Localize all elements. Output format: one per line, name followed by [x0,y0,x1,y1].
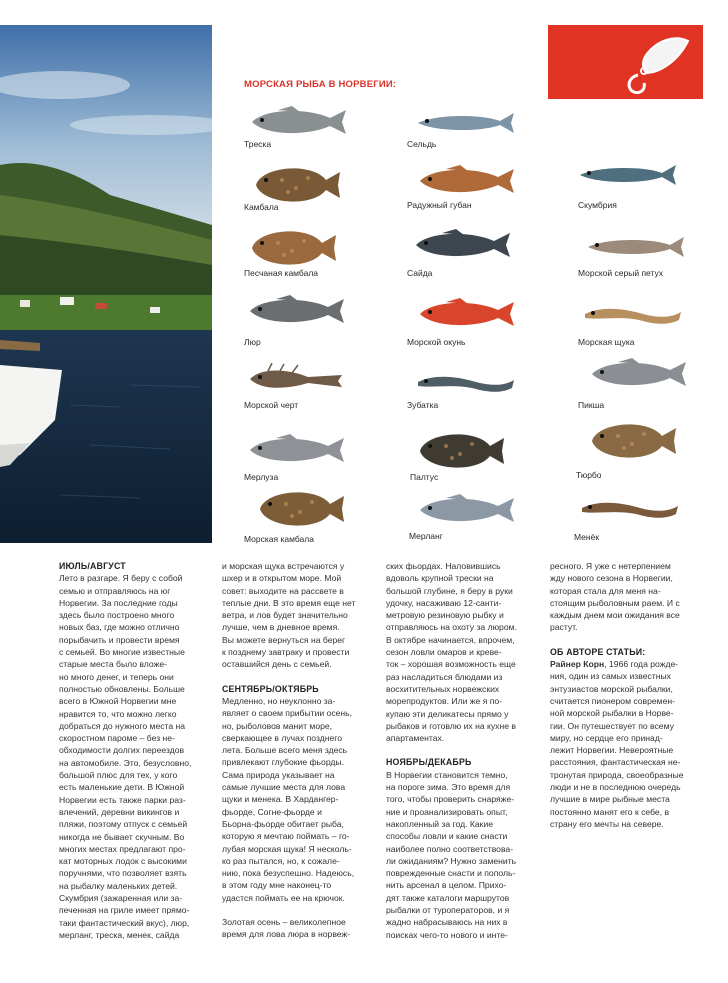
text-line: отправляюсь на охоту за люром. [386,622,517,633]
fish-illustration [248,106,348,138]
text-line: лета. Больше всего меня здесь [222,745,348,756]
text-line: ток – хорошая возможность еще [386,659,516,670]
text-line: гии. Он путешествует по всему [550,720,674,731]
text-line: рыбалки от туроператоров, и я [386,905,510,916]
fish-label: Пикша [578,400,605,410]
text-line: Норвегии есть также парки раз- [59,794,186,805]
fish-illustration [416,428,506,474]
text-line: нию, пока безуспешно. Надеюсь, [222,868,355,879]
fish-illustration [583,300,683,330]
text-line: тронутая природа, своеобразные [550,769,684,780]
text-line: на рыбалку маленьких детей. [59,880,178,891]
text-line: поручнями, что позволяет взять [59,868,187,879]
text-line: лучше, чем в дневное время. [222,622,340,633]
heading-november-december: НОЯБРЬ/ДЕКАБРЬ [386,757,472,768]
column-3 [386,560,538,941]
text-line: есть маленькие дети. В Южной [59,782,185,793]
text-line: Золотая осень – великолепное [222,917,346,928]
text-line: В Норвегии становится темно, [386,769,508,780]
paragraph [386,560,538,744]
text-line: лубая морская щука! Я несколь- [222,843,352,854]
text-line: новых баз, где можно отлично [59,622,180,633]
text-line: раз насладиться блюдами из [386,671,503,682]
author-line [550,658,702,670]
fish-illustration [256,486,346,532]
text-line: мерланг, треска, менек, сайда [59,929,180,940]
text-line: являет о своем прибытии осень, [222,708,353,719]
text-line: вдоволь крупной трески на [386,573,494,584]
text-line: сезон ловли омаров и креве- [386,647,502,658]
text-line: щуки и менека. В Хардангер- [222,794,339,805]
text-line: нить арсенал в целом. Прихо- [386,880,507,891]
text-line: самые лучшие места для лова [222,782,346,793]
text-line: но, рыболовов манит море, [222,720,333,731]
text-line: совет: выходите на рассвете в [222,585,344,596]
text-line: рыбаков и готовлю их на кухне в [386,720,516,731]
paragraph [222,695,374,904]
text-line: дят также каталоги маршрутов [386,892,510,903]
text-line: растут. [550,622,578,633]
fish-label: Люр [244,337,261,347]
text-line: но много денег, и теперь они [59,671,174,682]
text-line: к позднему завтраку и провести [222,647,350,658]
column-4 [550,560,702,830]
heading-about-author: ОБ АВТОРЕ СТАТЬИ: [550,646,646,657]
fish-illustration [580,494,680,524]
text-line: никогда не бывает скучным. Во [59,831,185,842]
text-line: полностью обновлены. Больше [59,683,185,694]
landscape-photo [0,25,212,543]
text-line: сверкающее в лучах позднего [222,732,342,743]
text-line: накопленный за год. Какие [386,818,494,829]
text-line: страну его мечты на севере. [550,818,664,829]
fish-label: Сельдь [407,139,437,149]
text-line: каждым днем мои ожидания все [550,610,680,621]
text-line: ния, один из самых известных [550,671,671,682]
text-line: большой глубине, я беру в руки [386,585,513,596]
text-line: пляжи, поэтому отпуск с семьей [59,819,188,830]
heading-july-august: ИЮЛЬ/АВГУСТ [59,561,126,571]
fish-label: Треска [244,139,272,149]
text-line: в этом году мне наконец-то [222,880,332,891]
text-line: наиболее полно соответствова- [386,843,514,854]
text-line: которую я мечтаю поймать – го- [222,831,350,842]
text-line: влечений, деревни викингов и [59,806,180,817]
text-line: ветра, и лов будет значительно [222,610,348,621]
fishing-lure-icon [548,25,703,99]
fish-label: Менёк [574,532,600,542]
fish-label: Скумбрия [578,200,617,210]
fish-label: Песчаная камбала [244,268,319,278]
text-line: того, чтобы проверить снаряже- [386,794,515,805]
text-line: на автомобиле. Это, безусловно, [59,757,192,768]
fish-illustration [416,494,516,526]
text-line: Вы можете вернуться на берег [222,634,346,645]
fish-label: Камбала [244,202,279,212]
fish-illustration [416,165,516,197]
fish-label: Мерланг [409,531,443,541]
fish-label: Морской черт [244,400,299,410]
text-line: стоящим рыболовным раем. И с [550,597,680,608]
text-line: восхитительных норвежских [386,683,500,694]
fish-label: Морская камбала [244,534,314,544]
fish-label: Сайда [407,268,433,278]
text-line: поврежденные снасти и пополь- [386,868,516,879]
fish-label: Зубатка [407,400,439,410]
author-name: Райнер Корн [550,659,605,670]
fish-illustration [588,418,678,464]
text-line: старые места было вложе- [59,659,167,670]
text-line: Скумбрия (зажаренная или за- [59,893,183,904]
text-line: нравится то, что можно легко [59,708,177,719]
fish-illustration [248,363,344,393]
text-line: многих местах предлагают про- [59,843,186,854]
text-line: способы ловли и какие снасти [386,831,508,842]
text-line: привлекают глубокие фьорды. [222,757,344,768]
fish-label: Морской серый петух [578,268,663,278]
text-line: считается пионером современ- [550,695,675,706]
text-line: большой плюс для тех, у кого [59,770,178,781]
text-line: ских фьордах. Наловившись [386,561,501,571]
heading-september-october: СЕНТЯБРЬ/ОКТЯБРЬ [222,683,319,694]
text-line: метровую резиновую рыбку и [386,610,504,621]
text-line: В октябре начинается, впрочем, [386,634,515,645]
text-line: жадно набрасываюсь на них в [386,917,508,928]
fish-label: Морская щука [578,337,635,347]
text-line: обходимости долгих переездов [59,745,185,756]
text-line: ние и проанализировать опыт, [386,806,508,817]
text-line: удочку, насаживаю 12-санти- [386,597,502,608]
column-1 [59,560,211,941]
text-line: которая стала для меня на- [550,585,661,596]
paragraph [222,916,374,941]
fish-illustration [416,110,516,136]
paragraph [550,560,702,634]
text-line: расстояния, фантастическая не- [550,757,681,768]
fish-label: Тюрбо [576,470,602,480]
text-line: ресного. Я уже с нетерпением [550,561,671,571]
text-line: скоростном пароме – без не- [59,733,175,744]
paragraph [550,670,702,830]
column-2 [222,560,374,941]
lure-badge [548,25,703,99]
text-line: с семьей. Во многие известные [59,647,185,658]
text-line: Лето в разгаре. Я беру с собой [59,573,183,584]
text-line: люди и не в последнюю очередь [550,782,681,793]
fish-illustration [246,434,346,466]
fish-illustration [586,234,686,260]
text-line: Сама природа указывает на [222,769,335,780]
text-line: жду нового сезона в Норвегии, [550,573,673,584]
text-line: ко раз пытался, но, к сожале- [222,855,340,866]
paragraph [222,560,374,671]
fish-illustration [416,298,516,330]
text-line: морепродуктов. Или же я по- [386,696,503,707]
text-line: поисках чего-то нового и инте- [386,929,508,940]
text-line: оставшийся день с семьей. [222,659,332,670]
text-line: кат моторных лодок с высокими [59,856,187,867]
paragraph [386,769,538,941]
text-line: удастся поймать ее на крючок. [222,892,345,903]
text-line: фьорде, Согне-фьорде и [222,806,322,817]
text-line: Медленно, но неуклонно за- [222,695,336,706]
fish-illustration [578,162,678,188]
text-line: лежит Норвегии. Невероятные [550,745,674,756]
text-line: лучшие в мире рыбные места [550,794,670,805]
fish-label: Палтус [410,472,439,482]
fish-label: Морской окунь [407,337,466,347]
fish-illustration [588,358,688,390]
fish-illustration [248,225,338,271]
author-line-rest: , 1966 года рожде- [604,659,679,670]
text-line: печенная на гриле имеет прямо- [59,905,190,916]
text-line: шхер и в открытом море. Мой [222,573,342,584]
fish-illustration [246,295,346,327]
text-line: таки фантастический вкус), люр, [59,917,190,928]
fish-label: Радужный губан [407,200,472,210]
text-line: здесь было построено много [59,610,175,621]
text-line: постоянно манят его к себе, в [550,806,670,817]
text-line: порыбачить и провести время [59,634,180,645]
text-line: и морская щука встречаются у [222,561,345,571]
text-line: Норвегии. За последние годы [59,597,178,608]
text-line: миру, но сердце его принад- [550,732,663,743]
text-line: теплые дни. В это время еще нет [222,597,356,608]
text-line: ли ожиданиям? Нужно заменить [386,855,517,866]
fish-section-title: МОРСКАЯ РЫБА В НОРВЕГИИ: [244,79,397,90]
text-line: купаю эти деликатесы прямо у [386,708,509,719]
fish-illustration [412,229,512,261]
text-line: семью и отправляюсь на юг [59,585,171,596]
text-line: время для лова люра в норвеж- [222,929,351,940]
text-line: энтузиастов морской рыбалки, [550,683,673,694]
fish-illustration [416,368,516,398]
text-line: всего в Южной Норвегии мне [59,696,177,707]
text-line: на пороге зима. Это время для [386,782,511,793]
text-line: ной морской рыбалки в Норве- [550,708,674,719]
fish-label: Мерлуза [244,472,279,482]
paragraph [59,572,211,941]
text-line: добраться до нужного места на [59,720,186,731]
text-line: Бьорна-фьорде обитает рыба, [222,818,344,829]
text-line: апартаментах. [386,733,445,744]
